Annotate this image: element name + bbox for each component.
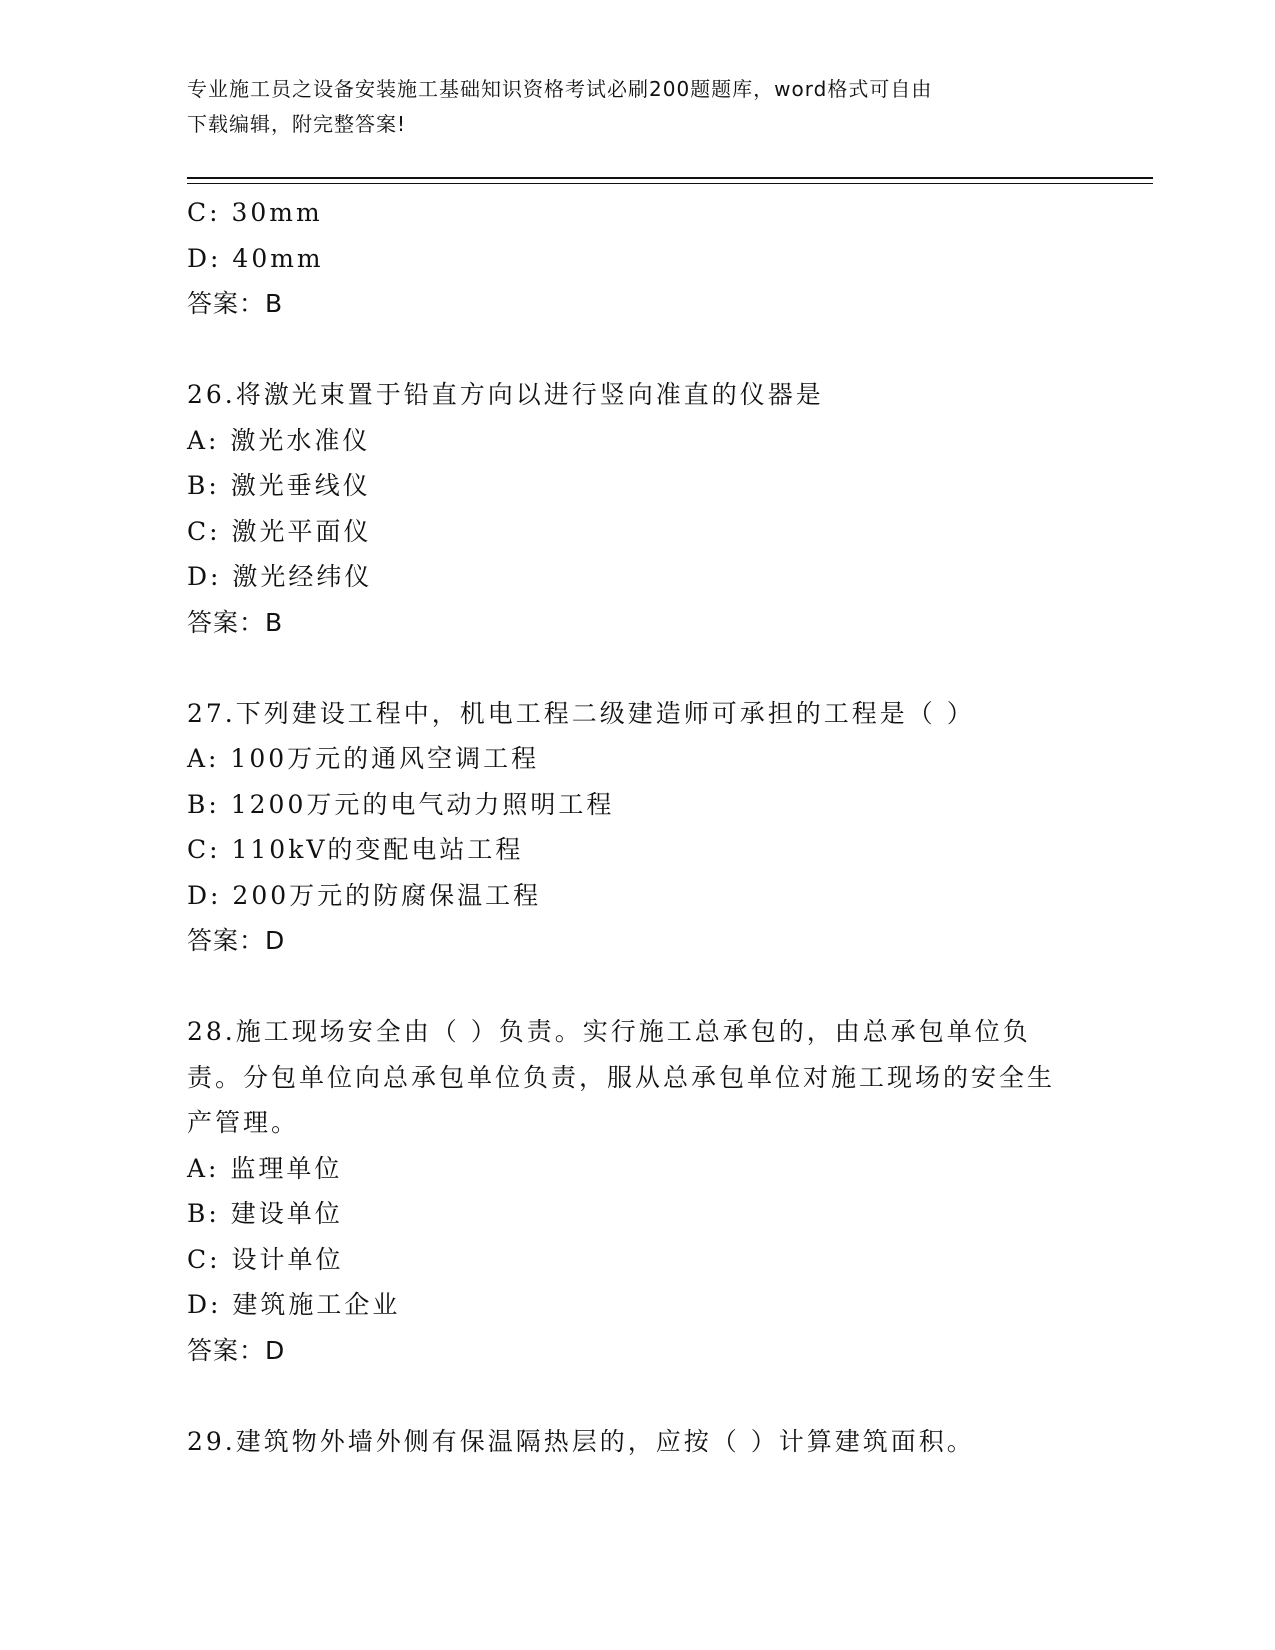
question-27-option-d: D: 200万元的防腐保温工程 bbox=[187, 880, 542, 910]
question-27-option-c: C: 110kV的变配电站工程 bbox=[187, 835, 524, 864]
spacer bbox=[187, 327, 1067, 373]
question-28-option-a: A: 监理单位 bbox=[187, 1153, 343, 1183]
question-26-option-d: D: 激光经纬仪 bbox=[187, 562, 373, 591]
header-title-line-2: 下载编辑，附完整答案! bbox=[187, 112, 407, 136]
question-26-option-b: B: 激光垂线仪 bbox=[187, 471, 371, 500]
question-27-answer: 答案：D bbox=[187, 926, 286, 955]
document-header bbox=[187, 72, 1067, 142]
question-28-option-b: B: 建设单位 bbox=[187, 1199, 343, 1228]
question-28-option-c: C: 设计单位 bbox=[187, 1244, 344, 1274]
question-28-answer: 答案：D bbox=[187, 1335, 286, 1365]
question-26-option-a: A: 激光水准仪 bbox=[187, 425, 371, 455]
question-27-option-b: B: 1200万元的电气动力照明工程 bbox=[187, 789, 615, 819]
header-divider-thick bbox=[187, 177, 1153, 179]
question-28-option-d: D: 建筑施工企业 bbox=[187, 1290, 401, 1319]
document-body bbox=[187, 190, 1067, 1464]
question-26-stem: 26.将激光束置于铅直方向以进行竖向准直的仪器是 bbox=[187, 380, 824, 409]
question-27-stem: 27.下列建设工程中，机电工程二级建造师可承担的工程是（ ） bbox=[187, 698, 975, 728]
option-d: D: 40mm bbox=[187, 243, 324, 273]
spacer bbox=[187, 964, 1067, 1010]
header-title-line-1: 专业施工员之设备安装施工基础知识资格考试必刷200题题库，word格式可自由 bbox=[187, 77, 933, 101]
question-29-stem: 29.建筑物外墙外侧有保温隔热层的，应按（ ）计算建筑面积。 bbox=[187, 1426, 975, 1456]
question-27-option-a: A: 100万元的通风空调工程 bbox=[187, 744, 540, 773]
question-26-option-c: C: 激光平面仪 bbox=[187, 516, 372, 546]
option-c: C: 30mm bbox=[187, 198, 323, 227]
header-divider-thin bbox=[187, 183, 1153, 184]
question-26-answer: 答案：B bbox=[187, 607, 284, 637]
spacer bbox=[187, 1373, 1067, 1419]
question-28-stem: 28.施工现场安全由（ ）负责。实行施工总承包的，由总承包单位负责。分包单位向总承包单位负责，服从总承包单位对施工现场的安全生产管理。 bbox=[187, 1017, 1056, 1137]
answer-line: 答案：B bbox=[187, 289, 284, 318]
spacer bbox=[187, 645, 1067, 691]
